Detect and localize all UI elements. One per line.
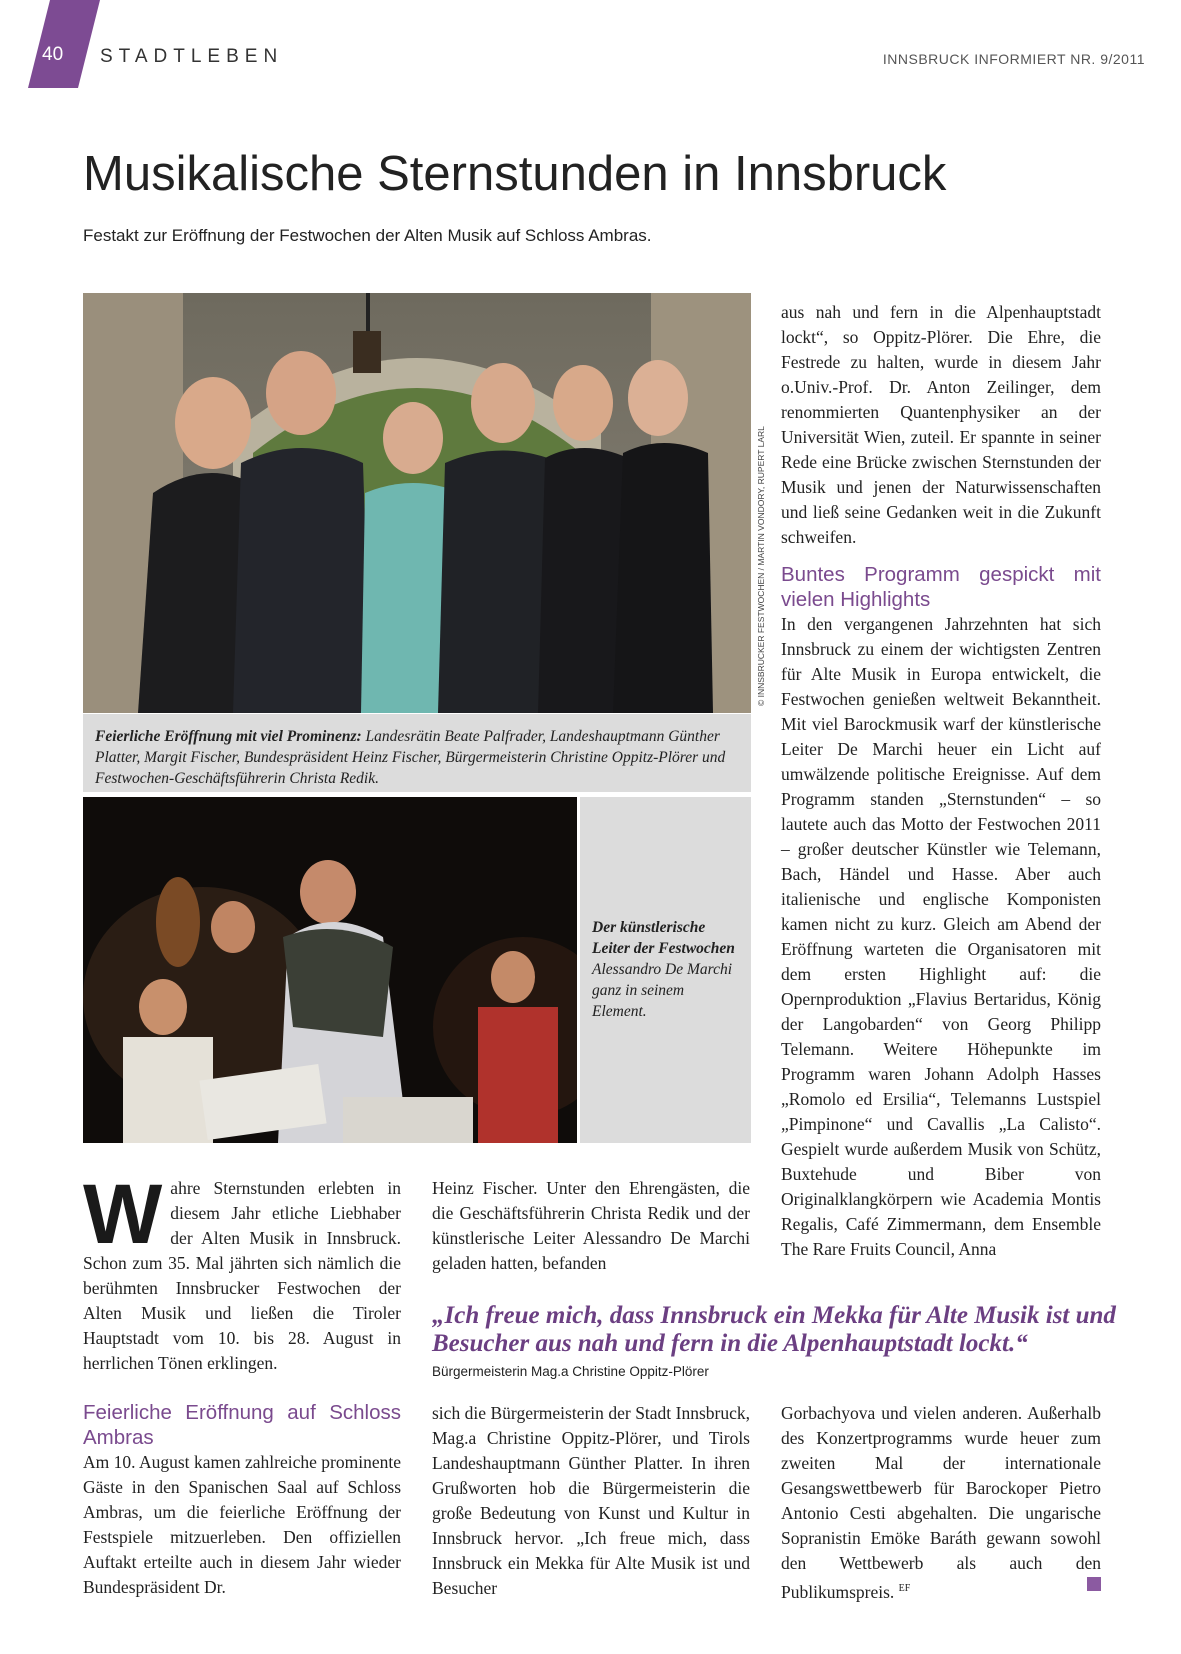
paragraph-programme: In den vergangenen Jahrzehnten hat sich Innsbruck zu einem der wichtigsten Zentren für Alte Musik in Europa entwickelt, die Festwochen genießen weltweit Bekanntheit. Mit viel Barockmusik warf der künstlerische Leiter De Marchi heuer ein Licht auf umwälzende politische Ereignisse. Auf dem Programm standen „Sternstunden“ – so lautete auch das Motto der Festwochen 2011 – großer deutscher Künstler wie Telemann, Bach, Händel und Hasse. Aber auch italienische und englische Komponisten kamen nicht zu kurz. Gleich am Abend der Eröffnung warteten die Organisatoren mit dem ersten Highlight auf: die Opernproduktion „Flavius Bertaridus, König der Langobarden“ von Georg Philipp Telemann. Weitere Höhepunkte im Programm waren Johann Adolph Hasses „Romolo ed Ersilia“, Telemanns Lustspiel „Pimpinone“ und Cavallis „La Calisto“. Gespielt wurde außerdem Musik von Schütz, Buxtehude und Biber von Originalklangkörpern wie Academia Montis Regalis, Café Zimmermann, dem Ensemble The Rare Fruits Council, Anna [781,614,1101,1259]
photo-credit [752,300,768,712]
subheading-opening: Feierliche Eröffnung auf Schloss Ambras [83,1401,401,1449]
issue-label: INNSBRUCK INFORMIERT NR. 9/2011 [882,51,1145,67]
group-photo [83,293,751,713]
intro-paragraph: ahre Sternstunden erlebten in diesem Jahr etliche Liebhaber der Alten Musik in Innsbruck. Schon zum 35. Mal jährten sich nämlich die berühmten Innsbrucker Festwochen der Alten Musik und ließen die Tiroler Hauptstadt vom 10. bis 28. August in herrlichen Tönen erklingen. [83,1178,401,1373]
conductor-photo [83,797,577,1143]
body-column-2-top [432,1176,750,1276]
paragraph-competition: Gorbachyova und vielen anderen. Außerhalb des Konzertprogramms wurde heuer zum zweiten Mal der internationale Gesangswettbewerb für Barockoper Pietro Antonio Cesti abgehalten. Die ungarische Sopranistin Emöke Baráth gewann sowohl den Wettbewerb als auch den Publikumspreis. $^{EF}$ [781,1403,1101,1602]
svg-text:© INNSBRUCKER FESTWOCHEN / MAR: © INNSBRUCKER FESTWOCHEN / MARTIN VONDORY, RUPERT LARL [756,426,766,706]
caption-text: Landesrätin Beate Palfrader, Landeshauptmann Günther Platter, Margit Fischer, Bundespräsident Heinz Fischer, Bürgermeisterin Christine Oppitz-Plörer und Festwochen-Geschäftsführerin Christa Redik. [95,728,726,787]
body-column-1-top [83,1167,401,1376]
conductor-photo-caption [580,797,751,1143]
group-photo-caption [83,714,751,792]
pull-quote: „Ich freue mich, dass Innsbruck ein Mekka für Alte Musik ist und Besucher aus nah und fern in die Alpenhauptstadt lockt.“ [432,1302,1116,1357]
paragraph-guests: Heinz Fischer. Unter den Ehrengästen, die die Geschäftsführerin Christa Redik und der künstlerische Leiter Alessandro De Marchi geladen hatten, befanden [432,1178,750,1273]
pull-quote-source: Bürgermeisterin Mag.a Christine Oppitz-Plörer [432,1364,709,1379]
author-initials: EF [898,1583,911,1594]
page-tab [28,0,100,88]
page-title: Musikalische Sternstunden in Innsbruck [83,147,947,201]
caption-lead: Feierliche Eröffnung mit viel Prominenz: [95,728,362,745]
section-label: STADTLEBEN [100,46,284,67]
page-number: 40 [42,44,64,65]
paragraph-festrede: aus nah und fern in die Alpenhauptstadt lockt“, so Oppitz-Plörer. Die Ehre, die Festrede zu halten, wurde in diesem Jahr o.Univ.-Prof. Dr. Anton Zeilinger, dem renommierten Quantenphysiker an der Universität Wien, zuteil. Er spannte in seiner Rede eine Brücke zwischen Sternstunden der Musik und jenen der Naturwissenschaften und ließ seine Gedanken weit in die Zukunft schweifen. [781,302,1101,547]
body-column-3-bottom [781,1401,1101,1605]
body-column-3-top [781,300,1101,1262]
end-of-article-mark [1087,1577,1101,1591]
body-column-2-bottom [432,1401,750,1601]
caption-text: Alessandro De Marchi ganz in seinem Element. [592,961,733,1020]
subheading-programme: Buntes Programm gespickt mit vielen Highlights [781,563,1101,611]
paragraph-greetings: sich die Bürgermeisterin der Stadt Innsbruck, Mag.a Christine Oppitz-Plörer, und Tirols Landeshauptmann Günther Platter. In ihren Grußworten hob die Bürgermeisterin die große Bedeutung von Kunst und Kultur in Innsbruck hervor. „Ich freue mich, dass Innsbruck ein Mekka für Alte Musik ist und Besucher [432,1403,750,1598]
drop-cap: W [83,1167,163,1261]
article-subtitle: Festakt zur Eröffnung der Festwochen der Alten Musik auf Schloss Ambras. [83,226,652,245]
body-column-1-bottom [83,1400,401,1600]
paragraph-opening: Am 10. August kamen zahlreiche prominente Gäste in den Spanischen Saal auf Schloss Ambras, um die feierliche Eröffnung der Festspiele mitzuerleben. Den offiziellen Auftakt erteilte auch in diesem Jahr wieder Bundespräsident Dr. [83,1452,401,1597]
caption-lead: Der künstlerische Leiter der Festwochen [592,919,735,957]
